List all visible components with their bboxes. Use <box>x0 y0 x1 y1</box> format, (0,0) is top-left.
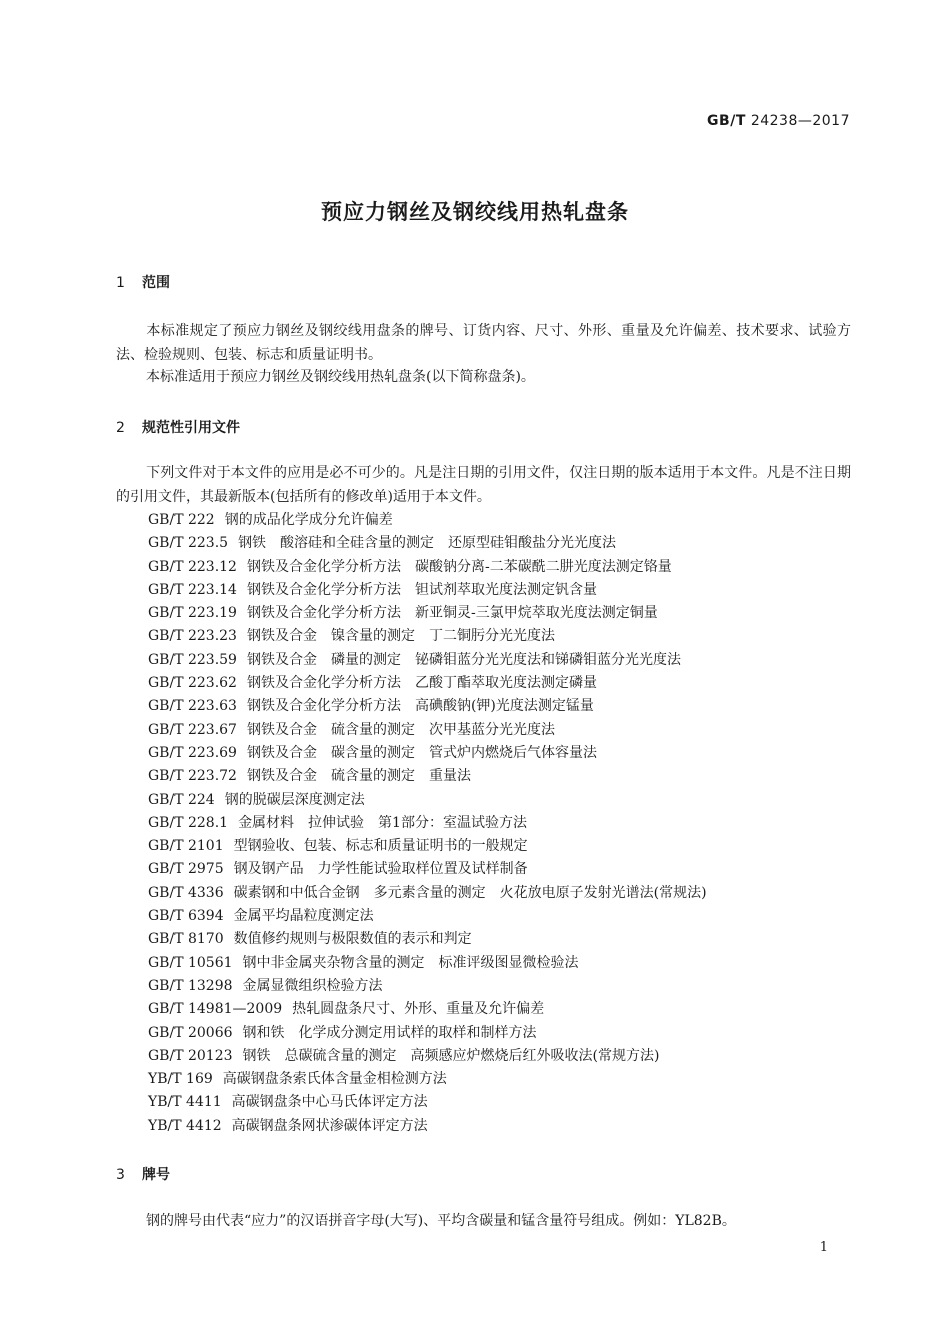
standard-code-number: 24238—2017 <box>750 113 850 129</box>
reference-title: 钢铁及合金化学分析方法 新亚铜灵-三氯甲烷萃取光度法测定铜量 <box>246 605 658 622</box>
reference-code: GB/T 2975 <box>148 861 224 878</box>
reference-code: GB/T 10561 <box>148 954 233 971</box>
reference-item <box>148 998 707 1021</box>
section-3-heading <box>116 1164 170 1184</box>
section-3-number: 3 <box>116 1167 125 1183</box>
reference-code: GB/T 223.62 <box>148 675 237 692</box>
section-2-heading <box>116 417 240 437</box>
reference-item <box>148 835 707 858</box>
reference-title: 高碳钢盘条网状渗碳体评定方法 <box>231 1117 428 1134</box>
reference-title: 钢铁及合金 硫含量的测定 次甲基蓝分光光度法 <box>246 721 555 738</box>
reference-title: 钢和铁 化学成分测定用试样的取样和制样方法 <box>242 1024 537 1041</box>
reference-title: 碳素钢和中低合金钢 多元素含量的测定 火花放电原子发射光谱法(常规法) <box>233 884 707 901</box>
reference-code: YB/T 4412 <box>148 1117 222 1134</box>
reference-code: GB/T 228.1 <box>148 814 229 831</box>
section-3-paragraph: 钢的牌号由代表“应力”的汉语拼音字母(大写)、平均含碳量和锰含量符号组成。例如：YL82B。 <box>146 1213 736 1229</box>
reference-item <box>148 1022 707 1045</box>
reference-item <box>148 928 707 951</box>
reference-item <box>148 625 707 648</box>
reference-title: 钢铁及合金化学分析方法 乙酸丁酯萃取光度法测定磷量 <box>246 675 597 692</box>
reference-item <box>148 789 707 812</box>
reference-title: 数值修约规则与极限数值的表示和判定 <box>233 931 472 948</box>
reference-title: 钢及钢产品 力学性能试验取样位置及试样制备 <box>233 861 528 878</box>
reference-code: GB/T 4336 <box>148 884 224 901</box>
standard-code <box>707 113 850 129</box>
reference-item <box>148 975 707 998</box>
reference-title: 型钢验收、包装、标志和质量证明书的一般规定 <box>233 838 528 855</box>
reference-item <box>148 1068 707 1091</box>
reference-item <box>148 509 707 532</box>
reference-item <box>148 952 707 975</box>
document-title: 预应力钢丝及钢绞线用热轧盘条 <box>321 200 629 224</box>
reference-code: GB/T 13298 <box>148 977 233 994</box>
reference-title: 钢铁 总碳硫含量的测定 高频感应炉燃烧后红外吸收法(常规方法) <box>242 1047 660 1064</box>
section-1-heading <box>116 272 170 292</box>
reference-item <box>148 649 707 672</box>
reference-item <box>148 858 707 881</box>
reference-code: GB/T 8170 <box>148 931 224 948</box>
reference-code: YB/T 169 <box>148 1071 213 1088</box>
reference-code: GB/T 14981—2009 <box>148 1001 283 1018</box>
reference-code: GB/T 223.72 <box>148 768 237 785</box>
reference-code: GB/T 222 <box>148 512 215 528</box>
reference-item <box>148 812 707 835</box>
section-2-title: 规范性引用文件 <box>142 420 240 436</box>
reference-title: 钢铁及合金 磷量的测定 铋磷钼蓝分光光度法和锑磷钼蓝分光光度法 <box>246 651 681 668</box>
reference-code: GB/T 223.5 <box>148 535 229 552</box>
reference-item <box>148 742 707 765</box>
section-2-number: 2 <box>116 420 125 436</box>
standard-code-prefix: GB/T <box>707 113 746 129</box>
reference-code: GB/T 2101 <box>148 838 224 855</box>
reference-item <box>148 579 707 602</box>
reference-item <box>148 1115 707 1138</box>
section-2-intro: 下列文件对于本文件的应用是必不可少的。凡是注日期的引用文件，仅注日期的版本适用于本文件。凡是不注日期的引用文件，其最新版本(包括所有的修改单)适用于本文件。 <box>116 465 851 505</box>
reference-item <box>148 1045 707 1068</box>
reference-code: GB/T 6394 <box>148 908 224 925</box>
reference-title: 钢铁 酸溶硅和全硅含量的测定 还原型硅钼酸盐分光光度法 <box>238 535 617 552</box>
reference-item <box>148 882 707 905</box>
reference-item <box>148 556 707 579</box>
reference-title: 钢铁及合金 镍含量的测定 丁二铜肟分光光度法 <box>246 628 555 645</box>
reference-item <box>148 695 707 718</box>
reference-code: GB/T 223.19 <box>148 605 237 622</box>
reference-code: GB/T 20066 <box>148 1024 233 1041</box>
section-1-paragraph-1: 本标准规定了预应力钢丝及钢绞线用盘条的牌号、订货内容、尺寸、外形、重量及允许偏差、技术要求、试验方法、检验规则、包装、标志和质量证明书。 <box>116 323 851 363</box>
reference-title: 钢铁及合金化学分析方法 高碘酸钠(钾)光度法测定锰量 <box>246 698 594 715</box>
reference-code: GB/T 223.23 <box>148 628 237 645</box>
reference-code: GB/T 20123 <box>148 1047 233 1064</box>
reference-code: GB/T 223.67 <box>148 721 237 738</box>
reference-code: GB/T 223.14 <box>148 581 237 598</box>
reference-title: 钢的脱碳层深度测定法 <box>224 791 365 808</box>
reference-title: 热轧圆盘条尺寸、外形、重量及允许偏差 <box>292 1001 545 1018</box>
reference-title: 钢的成品化学成分允许偏差 <box>224 512 393 528</box>
page-number: 1 <box>819 1240 828 1255</box>
reference-title: 钢中非金属夹杂物含量的测定 标准评级图显微检验法 <box>242 954 579 971</box>
reference-item <box>148 672 707 695</box>
section-1-paragraph-2: 本标准适用于预应力钢丝及钢绞线用热轧盘条(以下简称盘条)。 <box>146 369 535 385</box>
normative-references-list <box>148 509 707 1138</box>
reference-title: 高碳钢盘条索氏体含量金相检测方法 <box>222 1071 447 1088</box>
reference-title: 金属平均晶粒度测定法 <box>233 908 374 925</box>
reference-item <box>148 765 707 788</box>
section-1-title: 范围 <box>142 275 170 291</box>
reference-code: YB/T 4411 <box>148 1094 222 1111</box>
reference-code: GB/T 223.63 <box>148 698 237 715</box>
reference-title: 金属显微组织检验方法 <box>242 977 383 994</box>
section-3-title: 牌号 <box>142 1167 170 1183</box>
reference-item <box>148 905 707 928</box>
reference-code: GB/T 223.12 <box>148 558 237 575</box>
reference-item <box>148 719 707 742</box>
reference-title: 钢铁及合金 硫含量的测定 重量法 <box>246 768 471 785</box>
reference-code: GB/T 223.69 <box>148 744 237 761</box>
reference-item <box>148 1091 707 1114</box>
reference-title: 钢铁及合金化学分析方法 钽试剂萃取光度法测定钒含量 <box>246 581 597 598</box>
section-1-number: 1 <box>116 275 125 291</box>
reference-item <box>148 602 707 625</box>
reference-title: 钢铁及合金 碳含量的测定 管式炉内燃烧后气体容量法 <box>246 744 597 761</box>
reference-title: 高碳钢盘条中心马氏体评定方法 <box>231 1094 428 1111</box>
reference-code: GB/T 223.59 <box>148 651 237 668</box>
reference-title: 金属材料 拉伸试验 第1部分：室温试验方法 <box>238 814 527 831</box>
reference-title: 钢铁及合金化学分析方法 碳酸钠分离-二苯碳酰二肼光度法测定铬量 <box>246 558 672 575</box>
reference-item <box>148 532 707 555</box>
reference-code: GB/T 224 <box>148 791 215 808</box>
